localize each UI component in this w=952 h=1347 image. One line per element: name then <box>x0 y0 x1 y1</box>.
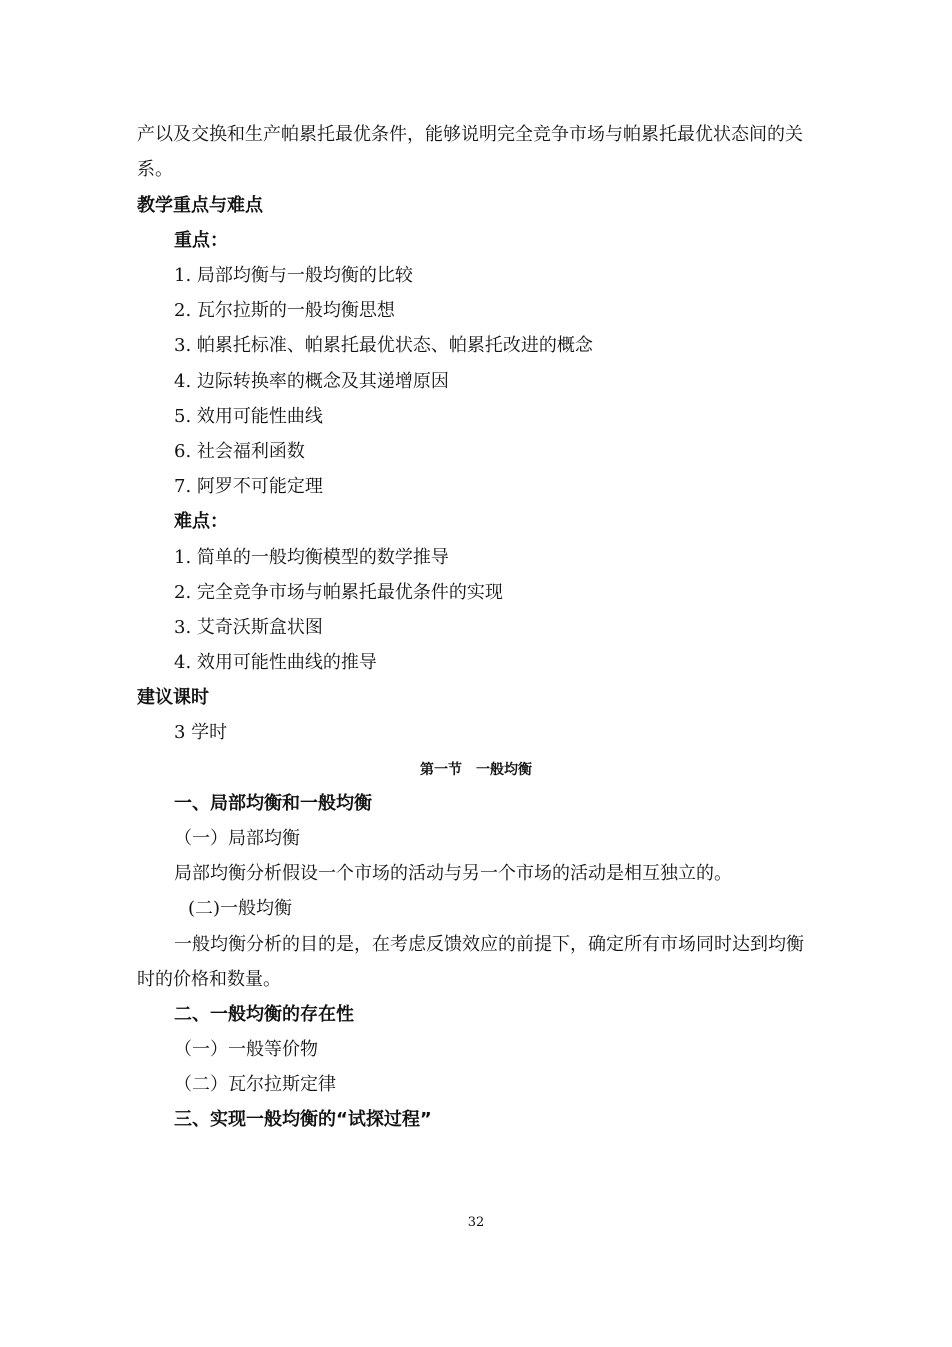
key-points-label: 重点： <box>174 230 228 251</box>
part2-heading: 二、一般均衡的存在性 <box>174 1004 354 1025</box>
difficult-points-label: 难点： <box>174 511 228 532</box>
key-point-item: 2. 瓦尔拉斯的一般均衡思想 <box>174 300 395 321</box>
focus-heading: 教学重点与难点 <box>137 195 263 216</box>
difficult-point-item: 3. 艾奇沃斯盒状图 <box>174 617 323 638</box>
part3-heading: 三、实现一般均衡的“试探过程” <box>174 1109 432 1130</box>
part1-sub2: (二)一般均衡 <box>188 898 293 919</box>
key-point-item: 7. 阿罗不可能定理 <box>174 476 323 497</box>
key-point-item: 6. 社会福利函数 <box>174 441 305 462</box>
part1-para1: 局部均衡分析假设一个市场的活动与另一个市场的活动是相互独立的。 <box>174 863 732 884</box>
key-point-item: 4. 边际转换率的概念及其递增原因 <box>174 371 449 392</box>
section-title: 第一节 一般均衡 <box>420 762 532 778</box>
difficult-point-item: 4. 效用可能性曲线的推导 <box>174 652 377 673</box>
hours-heading: 建议课时 <box>137 687 209 708</box>
difficult-point-item: 2. 完全竞争市场与帕累托最优条件的实现 <box>174 582 503 603</box>
key-point-item: 5. 效用可能性曲线 <box>174 406 323 427</box>
part2-sub2: （二）瓦尔拉斯定律 <box>174 1074 336 1095</box>
key-point-item: 3. 帕累托标准、帕累托最优状态、帕累托改进的概念 <box>174 335 593 356</box>
part1-sub1: （一）局部均衡 <box>174 828 300 849</box>
difficult-point-item: 1. 简单的一般均衡模型的数学推导 <box>174 547 449 568</box>
part1-heading: 一、局部均衡和一般均衡 <box>174 793 372 814</box>
part1-para2-line2: 时的价格和数量。 <box>137 969 281 990</box>
intro-line-2: 系。 <box>137 159 173 180</box>
key-point-item: 1. 局部均衡与一般均衡的比较 <box>174 265 413 286</box>
intro-line-1: 产以及交换和生产帕累托最优条件，能够说明完全竞争市场与帕累托最优状态间的关 <box>137 124 803 145</box>
page-number: 32 <box>467 1215 485 1230</box>
part2-sub1: （一）一般等价物 <box>174 1039 318 1060</box>
hours-value: 3 学时 <box>174 722 228 743</box>
part1-para2-line1: 一般均衡分析的目的是，在考虑反馈效应的前提下，确定所有市场同时达到均衡 <box>174 934 804 955</box>
